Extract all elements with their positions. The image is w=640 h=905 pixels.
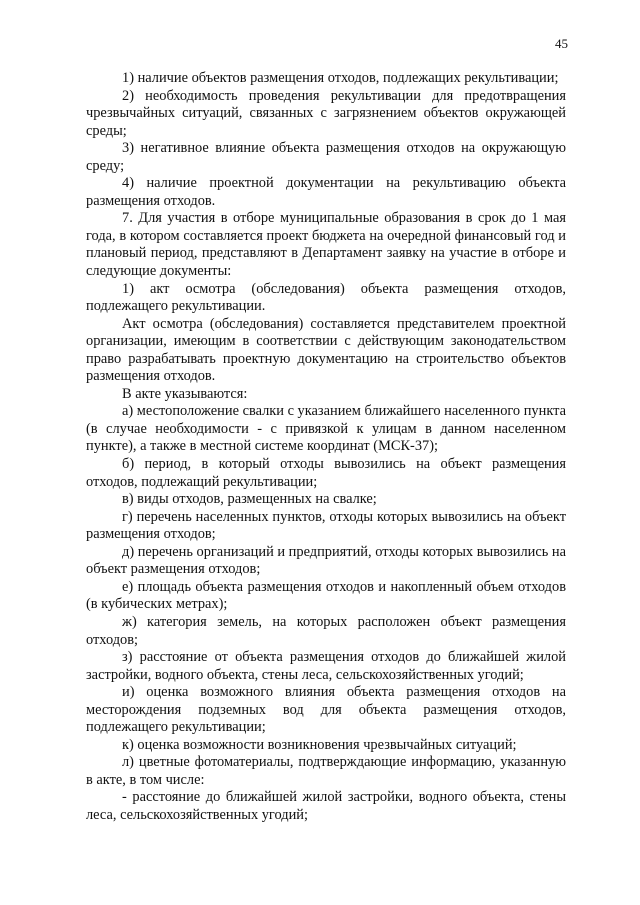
paragraph-clause-7: 7. Для участия в отборе муниципальные образования в срок до 1 мая года, в котором составляется проект бюджета на очередной финансовый год и плановый период, представляют в Департамент заявку на участие в отборе и следующие документы: [86,210,566,280]
paragraph-item-4: 4) наличие проектной документации на рекультивацию объекта размещения отходов. [86,175,566,209]
paragraph-item-v: в) виды отходов, размещенных на свалке; [122,491,377,508]
paragraph-item-d: д) перечень организаций и предприятий, отходы которых вывозились на объект размещения отходов; [86,543,566,578]
paragraph-dash-item: - расстояние до ближайшей жилой застройки, водного объекта, стены леса, сельскохозяйственных угодий; [86,789,566,823]
document-body [86,70,566,825]
paragraph-item-g: г) перечень населенных пунктов, отходы которых вывозились на объект размещения отходов; [86,508,566,543]
paragraph-act-contents-heading: В акте указываются: [122,385,248,402]
paragraph-document-1: 1) акт осмотра (обследования) объекта размещения отходов, подлежащего рекультивации. [86,280,566,315]
paragraph-item-3: 3) негативное влияние объекта размещения отходов на окружающую среду; [86,140,566,174]
paragraph-item-b: б) период, в который отходы вывозились на объект размещения отходов, подлежащий рекультивации; [86,456,566,490]
paragraph-item-i: и) оценка возможного влияния объекта размещения отходов на месторождения подземных вод для объекта размещения отходов, подлежащего рекультивации; [86,684,566,736]
paragraph-item-a: а) местоположение свалки с указанием ближайшего населенного пункта (в случае необходимости - с привязкой к улицам в данном населенном пункте), а также в местной системе координат (МСК-37); [86,403,566,455]
page-number: 45 [555,36,568,51]
paragraph-item-k: к) оценка возможности возникновения чрезвычайных ситуаций; [122,736,517,753]
paragraph-item-z: з) расстояние от объекта размещения отходов до ближайшей жилой застройки, водного объекта, стены леса, сельскохозяйственных угодий; [86,649,566,683]
paragraph-item-e: е) площадь объекта размещения отходов и накопленный объем отходов (в кубических метрах); [86,578,566,613]
paragraph-item-l: л) цветные фотоматериалы, подтверждающие информацию, указанную в акте, в том числе: [86,754,566,788]
paragraph-item-2: 2) необходимость проведения рекультивации для предотвращения чрезвычайных ситуаций, связанных с загрязнением объектов окружающей среды; [86,87,566,139]
paragraph-act-description: Акт осмотра (обследования) составляется представителем проектной организации, имеющим в соответствии с действующим законодательством право разрабатывать проектную документацию на строительство объектов размещения отходов. [86,315,566,385]
paragraph-item-1: 1) наличие объектов размещения отходов, подлежащих рекультивации; [122,70,559,86]
paragraph-item-zh: ж) категория земель, на которых расположен объект размещения отходов; [86,613,566,648]
